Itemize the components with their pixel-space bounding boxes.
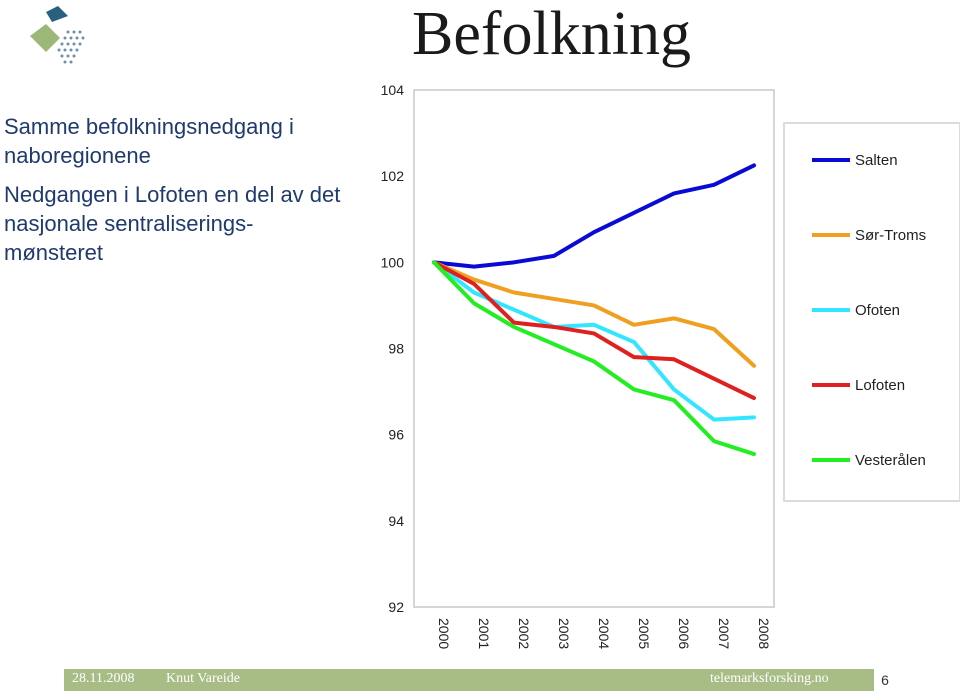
x-tick-label: 2005 [636, 618, 652, 650]
x-tick-label: 2002 [516, 618, 532, 650]
series-line-0 [434, 165, 754, 266]
legend-label-0: Salten [855, 152, 898, 169]
y-tick-label: 104 [380, 82, 404, 98]
legend-label-1: Sør-Troms [855, 227, 927, 244]
series-line-1 [434, 262, 754, 365]
x-tick-label: 2007 [716, 618, 732, 650]
plot-frame [414, 90, 774, 607]
legend [784, 123, 960, 501]
footer-author: Knut Vareide [166, 671, 240, 686]
legend-label-3: Lofoten [855, 377, 906, 394]
footer-date: 28.11.2008 [72, 671, 135, 686]
y-tick-label: 98 [388, 340, 404, 357]
footer-page-number: 6 [874, 669, 896, 691]
x-tick-label: 2003 [556, 618, 572, 650]
x-tick-label: 2000 [436, 618, 452, 650]
x-tick-label: 2004 [596, 618, 612, 650]
slide-title: Befolkning [412, 0, 691, 68]
y-tick-label: 96 [388, 426, 404, 443]
y-tick-label: 92 [388, 599, 404, 615]
plot-area [381, 82, 774, 649]
legend-label-2: Ofoten [855, 302, 901, 319]
x-tick-label: 2001 [476, 618, 492, 650]
footer-bar [64, 669, 896, 691]
x-tick-label: 2008 [756, 618, 772, 650]
y-tick-label: 100 [380, 254, 404, 271]
series-line-2 [434, 262, 754, 419]
footer-site: telemarksforsking.no [710, 671, 829, 686]
left-body: Nedgangen i Lofoten en del av det nasjonale sentraliserings-mønsteret [4, 182, 341, 265]
left-heading: Samme befolkningsnedgang i naboregionene [4, 114, 294, 168]
y-tick-label: 102 [380, 168, 404, 185]
legend-label-4: Vesterålen [855, 452, 926, 469]
x-tick-label: 2006 [676, 618, 692, 650]
y-tick-label: 94 [388, 512, 404, 529]
